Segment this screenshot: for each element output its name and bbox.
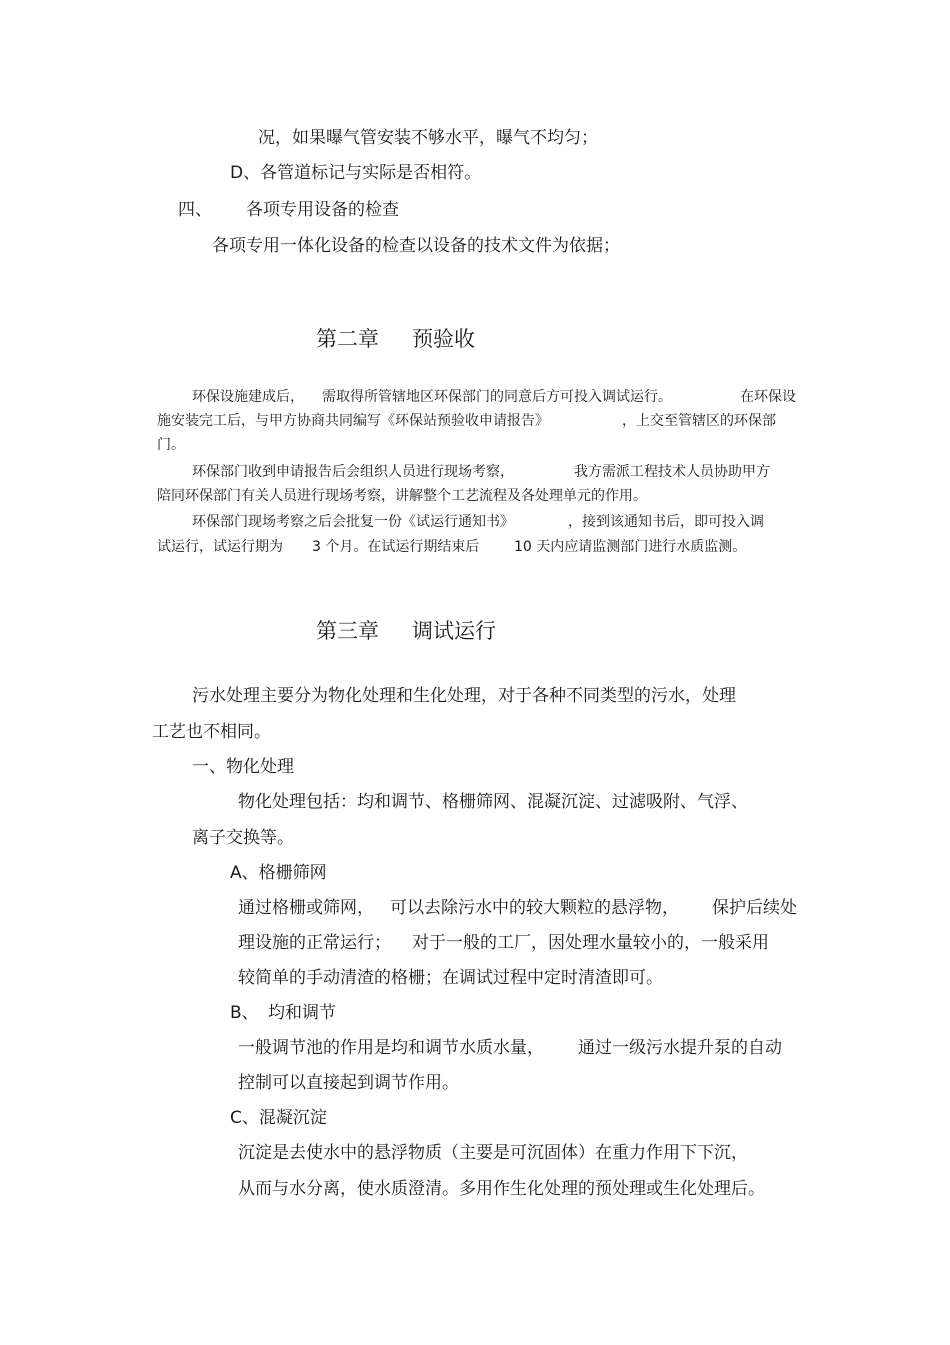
- paragraph-line: 工艺也不相同。: [152, 722, 271, 742]
- paragraph-line: 3 个月。在试运行期结束后: [312, 539, 480, 555]
- list-item-d: D、各管道标记与实际是否相符。: [230, 163, 482, 183]
- paragraph-line: 况，如果曝气管安装不够水平，曝气不均匀；: [258, 128, 598, 148]
- section-heading: 各项专用设备的检查: [246, 200, 399, 220]
- paragraph-line: 施安装完工后，与甲方协商共同编写《环保站预验收申请报告》: [157, 413, 549, 429]
- paragraph-line: 各项专用一体化设备的检查以设备的技术文件为依据；: [212, 236, 620, 256]
- paragraph-line: 物化处理包括：均和调节、格栅筛网、混凝沉淀、过滤吸附、气浮、: [238, 792, 748, 812]
- paragraph-line: 10 天内应请监测部门进行水质监测。: [514, 539, 747, 555]
- paragraph-line: 理设施的正常运行；: [238, 933, 391, 953]
- section-heading-number: 四、: [178, 200, 212, 220]
- paragraph-line: 试运行，试运行期为: [157, 539, 283, 555]
- paragraph-line: 保护后续处: [712, 898, 797, 918]
- chapter-title: 预验收: [412, 327, 475, 351]
- subsection-heading-number: B、: [230, 1003, 259, 1023]
- paragraph-line: 环保设施建成后，: [192, 389, 304, 405]
- paragraph-line: 离子交换等。: [192, 828, 294, 848]
- paragraph-line: 我方需派工程技术人员协助甲方: [574, 464, 770, 480]
- paragraph-line: 环保部门现场考察之后会批复一份《试运行通知书》: [192, 514, 514, 530]
- subsection-heading-b: 均和调节: [268, 1003, 336, 1023]
- paragraph-line: 控制可以直接起到调节作用。: [238, 1073, 459, 1093]
- paragraph-line: 需取得所管辖地区环保部门的同意后方可投入调试运行。: [322, 389, 672, 405]
- chapter-number: 第二章: [316, 327, 379, 351]
- paragraph-line: ，接到该通知书后，即可投入调: [568, 514, 764, 530]
- paragraph-line: ，上交至管辖区的环保部: [622, 413, 776, 429]
- paragraph-line: 可以去除污水中的较大颗粒的悬浮物，: [390, 898, 679, 918]
- paragraph-line: 一般调节池的作用是均和调节水质水量，: [238, 1038, 544, 1058]
- paragraph-line: 沉淀是去使水中的悬浮物质（主要是可沉固体）在重力作用下下沉，: [238, 1143, 748, 1163]
- chapter-number: 第三章: [316, 619, 379, 643]
- subsection-heading-c: C、混凝沉淀: [230, 1108, 327, 1128]
- paragraph-line: 门。: [157, 437, 185, 453]
- chapter-title: 调试运行: [412, 619, 496, 643]
- section-heading: 一、物化处理: [192, 757, 294, 777]
- subsection-heading-a: A、格栅筛网: [230, 863, 327, 883]
- paragraph-line: 环保部门收到申请报告后会组织人员进行现场考察，: [192, 464, 514, 480]
- paragraph-line: 从而与水分离，使水质澄清。多用作生化处理的预处理或生化处理后。: [238, 1179, 765, 1199]
- paragraph-line: 较简单的手动清渣的格栅；在调试过程中定时清渣即可。: [238, 968, 663, 988]
- paragraph-line: 污水处理主要分为物化处理和生化处理，对于各种不同类型的污水，处理: [192, 686, 736, 706]
- paragraph-line: 通过格栅或筛网，: [238, 898, 374, 918]
- paragraph-line: 对于一般的工厂，因处理水量较小的，一般采用: [412, 933, 769, 953]
- paragraph-line: 通过一级污水提升泵的自动: [578, 1038, 782, 1058]
- paragraph-line: 在环保设: [740, 389, 796, 405]
- paragraph-line: 陪同环保部门有关人员进行现场考察，讲解整个工艺流程及各处理单元的作用。: [157, 488, 647, 504]
